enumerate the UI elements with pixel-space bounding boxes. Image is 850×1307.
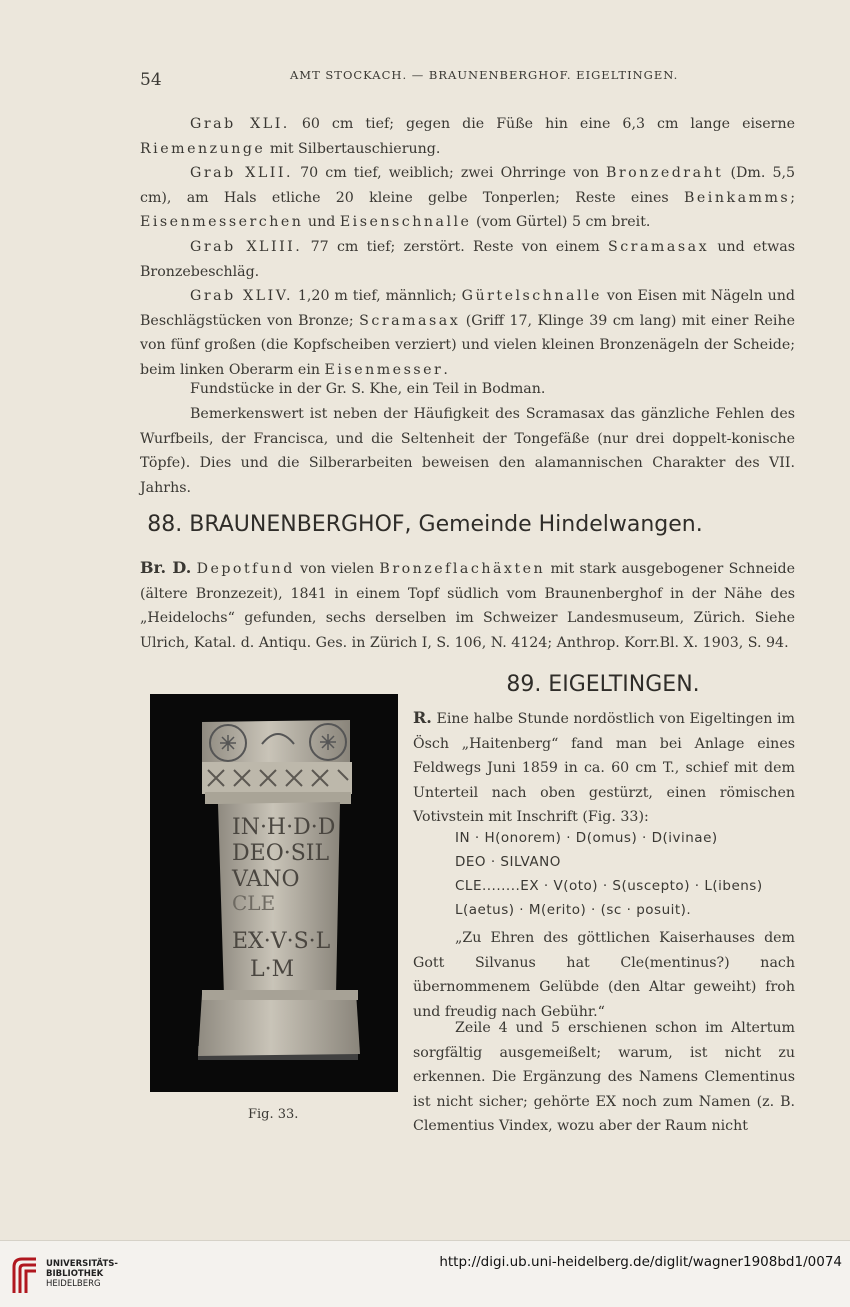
inscription-line-1: IN · H(onorem) · D(omus) · D(ivinae)	[455, 830, 718, 846]
inscription-line-3: CLE........EX · V(oto) · S(uscepto) · L(ibens)	[455, 878, 763, 894]
stone-line-3: VANO	[232, 867, 300, 892]
university-library-logo-icon	[10, 1255, 40, 1295]
running-title: AMT STOCKACH. — BRAUNENBERGHOF. EIGELTINGEN.	[290, 68, 679, 82]
figure-caption: Fig. 33.	[248, 1107, 299, 1122]
stone-line-1: IN·H·D·D	[232, 815, 336, 840]
inscription-line-2: DEO · SILVANO	[455, 854, 561, 870]
stone-line-6: L·M	[250, 957, 295, 982]
section-89-translation: „Zu Ehren des göttlichen Kaiserhauses dem Gott Silvanus hat Cle(mentinus?) nach übernommenem Gelübde (den Altar geweiht) froh und freudig nach Gebühr.“	[413, 930, 795, 1020]
paragraph-grab-43: Grab XLIII. 77 cm tief; zerstört. Reste von einem Scramasax und etwas Bronzebeschläg.	[140, 239, 796, 280]
section-89-intro: R. Eine halbe Stunde nordöstlich von Eigeltingen im Ösch „Haitenberg“ fand man bei Anlage eines Feldwegs Juni 1859 in ca. 60 cm T., schief mit dem Unterteil nach oben gestürzt, einen römischen Votivstein mit Inschrift (Fig. 33):	[413, 708, 795, 825]
paragraph-bemerkenswert: Bemerkenswert ist neben der Häufigkeit des Scramasax das gänzliche Fehlen des Wurfbeils, der Francisca, und die Seltenheit der Tongefäße (nur drei doppelt-konische Töpfe). Dies und die Silberarbeiten beweisen den alamannischen Charakter des VII. Jahrhs.	[140, 406, 795, 496]
section-88-heading: 88. BRAUNENBERGHOF, Gemeinde Hindelwangen.	[147, 512, 703, 537]
votive-altar-image	[150, 694, 398, 1092]
page-number: 54	[140, 70, 162, 90]
paragraph-grab-41: Grab XLI. 60 cm tief; gegen die Füße hin eine 6,3 cm lange eiserne Riemenzunge mit Silbertauschierung.	[140, 116, 795, 157]
paragraph-fundstuecke: Fundstücke in der Gr. S. Khe, ein Teil in Bodman.	[190, 381, 546, 397]
section-89-heading: 89. EIGELTINGEN.	[506, 672, 700, 697]
section-88-text: Br. D. Depotfund von vielen Bronzeflachäxten mit stark ausgebogener Schneide (ältere Bronzezeit), 1841 in einem Topf südlich vom Braunenberghof in der Nähe des „Heidelochs“ gefunden, sechs derselben im Schweizer Landesmuseum, Zürich. Siehe Ulrich, Katal. d. Antiqu. Ges. in Zürich I, S. 106, N. 4124; Anthrop. Korr.Bl. X. 1903, S. 94.	[140, 558, 795, 651]
source-url-link[interactable]: http://digi.ub.uni-heidelberg.de/diglit/wagner1908bd1/0074	[439, 1254, 842, 1270]
section-89-comment: Zeile 4 und 5 erschienen schon im Altertum sorgfältig ausgemeißelt; warum, ist nicht zu erkennen. Die Ergänzung des Namens Clementinus ist nicht sicher; gehörte EX noch zum Namen (z. B. Clementius Vindex, wozu aber der Raum nicht	[413, 1020, 795, 1134]
library-logo-text: UNIVERSITÄTS- BIBLIOTHEK HEIDELBERG	[46, 1259, 118, 1289]
figure-33-photo	[150, 694, 398, 1092]
stone-line-4: CLE	[232, 891, 276, 915]
inscription-line-4: L(aetus) · M(erito) · (sc · posuit).	[455, 902, 692, 918]
stone-line-5: EX·V·S·L	[232, 929, 331, 954]
footer-bar	[0, 1240, 850, 1307]
paragraph-grab-42: Grab XLII. 70 cm tief, weiblich; zwei Ohrringe von Bronzedraht (Dm. 5,5 cm), am Hals etliche 20 kleine gelbe Tonperlen; Reste eines Beinkamms; Eisenmesserchen und Eisenschnalle (vom Gürtel) 5 cm breit.	[140, 165, 796, 230]
stone-line-2: DEO·SIL	[232, 841, 330, 866]
paragraph-grab-44: Grab XLIV. 1,20 m tief, männlich; Gürtelschnalle von Eisen mit Nägeln und Beschlägstücken von Bronze; Scramasax (Griff 17, Klinge 39 cm lang) mit einer Reihe von fünf großen (die Kopfscheiben verziert) und vielen kleinen Bronzenägeln der Scheide; beim linken Oberarm ein Eisenmesser.	[140, 288, 796, 378]
